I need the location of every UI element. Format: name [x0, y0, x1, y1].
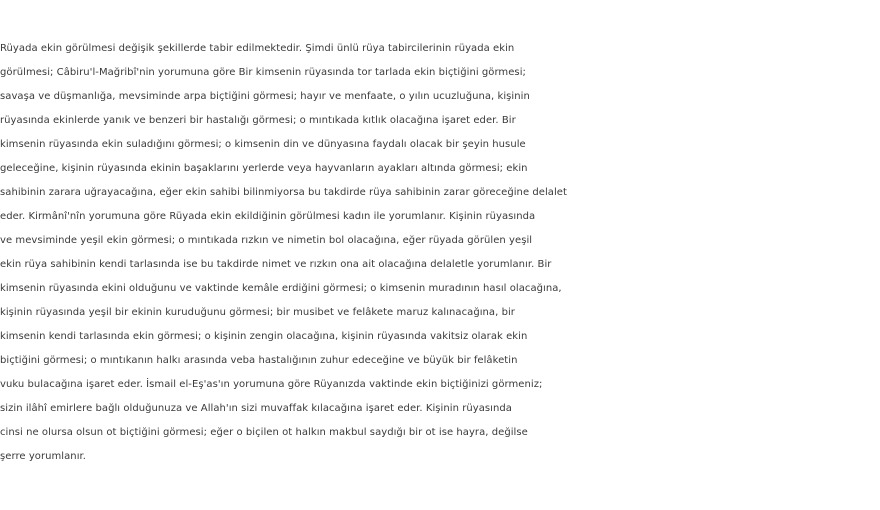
article-line-11: kimsenin rüyasında ekini olduğunu ve vaktinde kemâle erdiğini görmesi; o kimsenin muradının hasıl olacağına, [0, 283, 562, 294]
article-line-9: ve mevsiminde yeşil ekin görmesi; o mıntıkada rızkın ve nimetin bol olacağına, eğer rüyada görülen yeşil [0, 235, 533, 246]
article-line-5: kimsenin rüyasında ekin suladığını görmesi; o kimsenin din ve dünyasına faydalı olacak bir şeyin husule [0, 139, 526, 150]
article-line-6: geleceğine, kişinin rüyasında ekinin başaklarını yerlerde veya hayvanların ayakları altında görmesi; ekin [0, 163, 528, 174]
article-line-18: şerre yorumlanır. [0, 451, 86, 462]
article-line-16: sizin ilâhî emirlere bağlı olduğunuza ve Allah'ın sizi muvaffak kılacağına işaret eder. Kişinin rüyasında [0, 403, 512, 414]
article-line-15: vuku bulacağına işaret eder. İsmail el-Eş'as'ın yorumuna göre Rüyanızda vaktinde ekin biçtiğinizi görmeniz; [0, 379, 543, 390]
article-line-13: kimsenin kendi tarlasında ekin görmesi; o kişinin zengin olacağına, kişinin rüyasında vakitsiz olarak ekin [0, 331, 528, 342]
article-line-10: ekin rüya sahibinin kendi tarlasında ise bu takdirde nimet ve rızkın ona ait olacağına delaletle yorumlanır. Bir [0, 259, 552, 270]
article-line-4: rüyasında ekinlerde yanık ve benzeri bir hastalığı görmesi; o mıntıkada kıtlık olacağına işaret eder. Bir [0, 115, 516, 126]
article-line-3: savaşa ve düşmanlığa, mevsiminde arpa biçtiğini görmesi; hayır ve menfaate, o yılın ucuzluğuna, kişinin [0, 91, 530, 102]
article-line-8: eder. Kirmânî'nîn yorumuna göre Rüyada ekin ekildiğinin görülmesi kadın ile yorumlanır. Kişinin rüyasında [0, 211, 536, 222]
article-line-14: biçtiğini görmesi; o mıntıkanın halkı arasında veba hastalığının zuhur edeceğine ve büyük bir felâketin [0, 355, 518, 366]
article-line-1: Rüyada ekin görülmesi değişik şekillerde tabir edilmektedir. Şimdi ünlü rüya tabircilerinin rüyada ekin [0, 43, 515, 54]
article-body [0, 37, 880, 469]
article-line-17: cinsi ne olursa olsun ot biçtiğini görmesi; eğer o biçilen ot halkın makbul saydığı bir ot ise hayra, değilse [0, 427, 528, 438]
article-line-7: sahibinin zarara uğrayacağına, eğer ekin sahibi bilinmiyorsa bu takdirde rüya sahibinin zarar göreceğine delalet [0, 187, 567, 198]
article-line-12: kişinin rüyasında yeşil bir ekinin kuruduğunu görmesi; bir musibet ve felâkete maruz kalınacağına, bir [0, 307, 515, 318]
article-line-2: görülmesi; Câbiru'l-Mağribî'nin yorumuna göre Bir kimsenin rüyasında tor tarlada ekin biçtiğini görmesi; [0, 67, 526, 78]
